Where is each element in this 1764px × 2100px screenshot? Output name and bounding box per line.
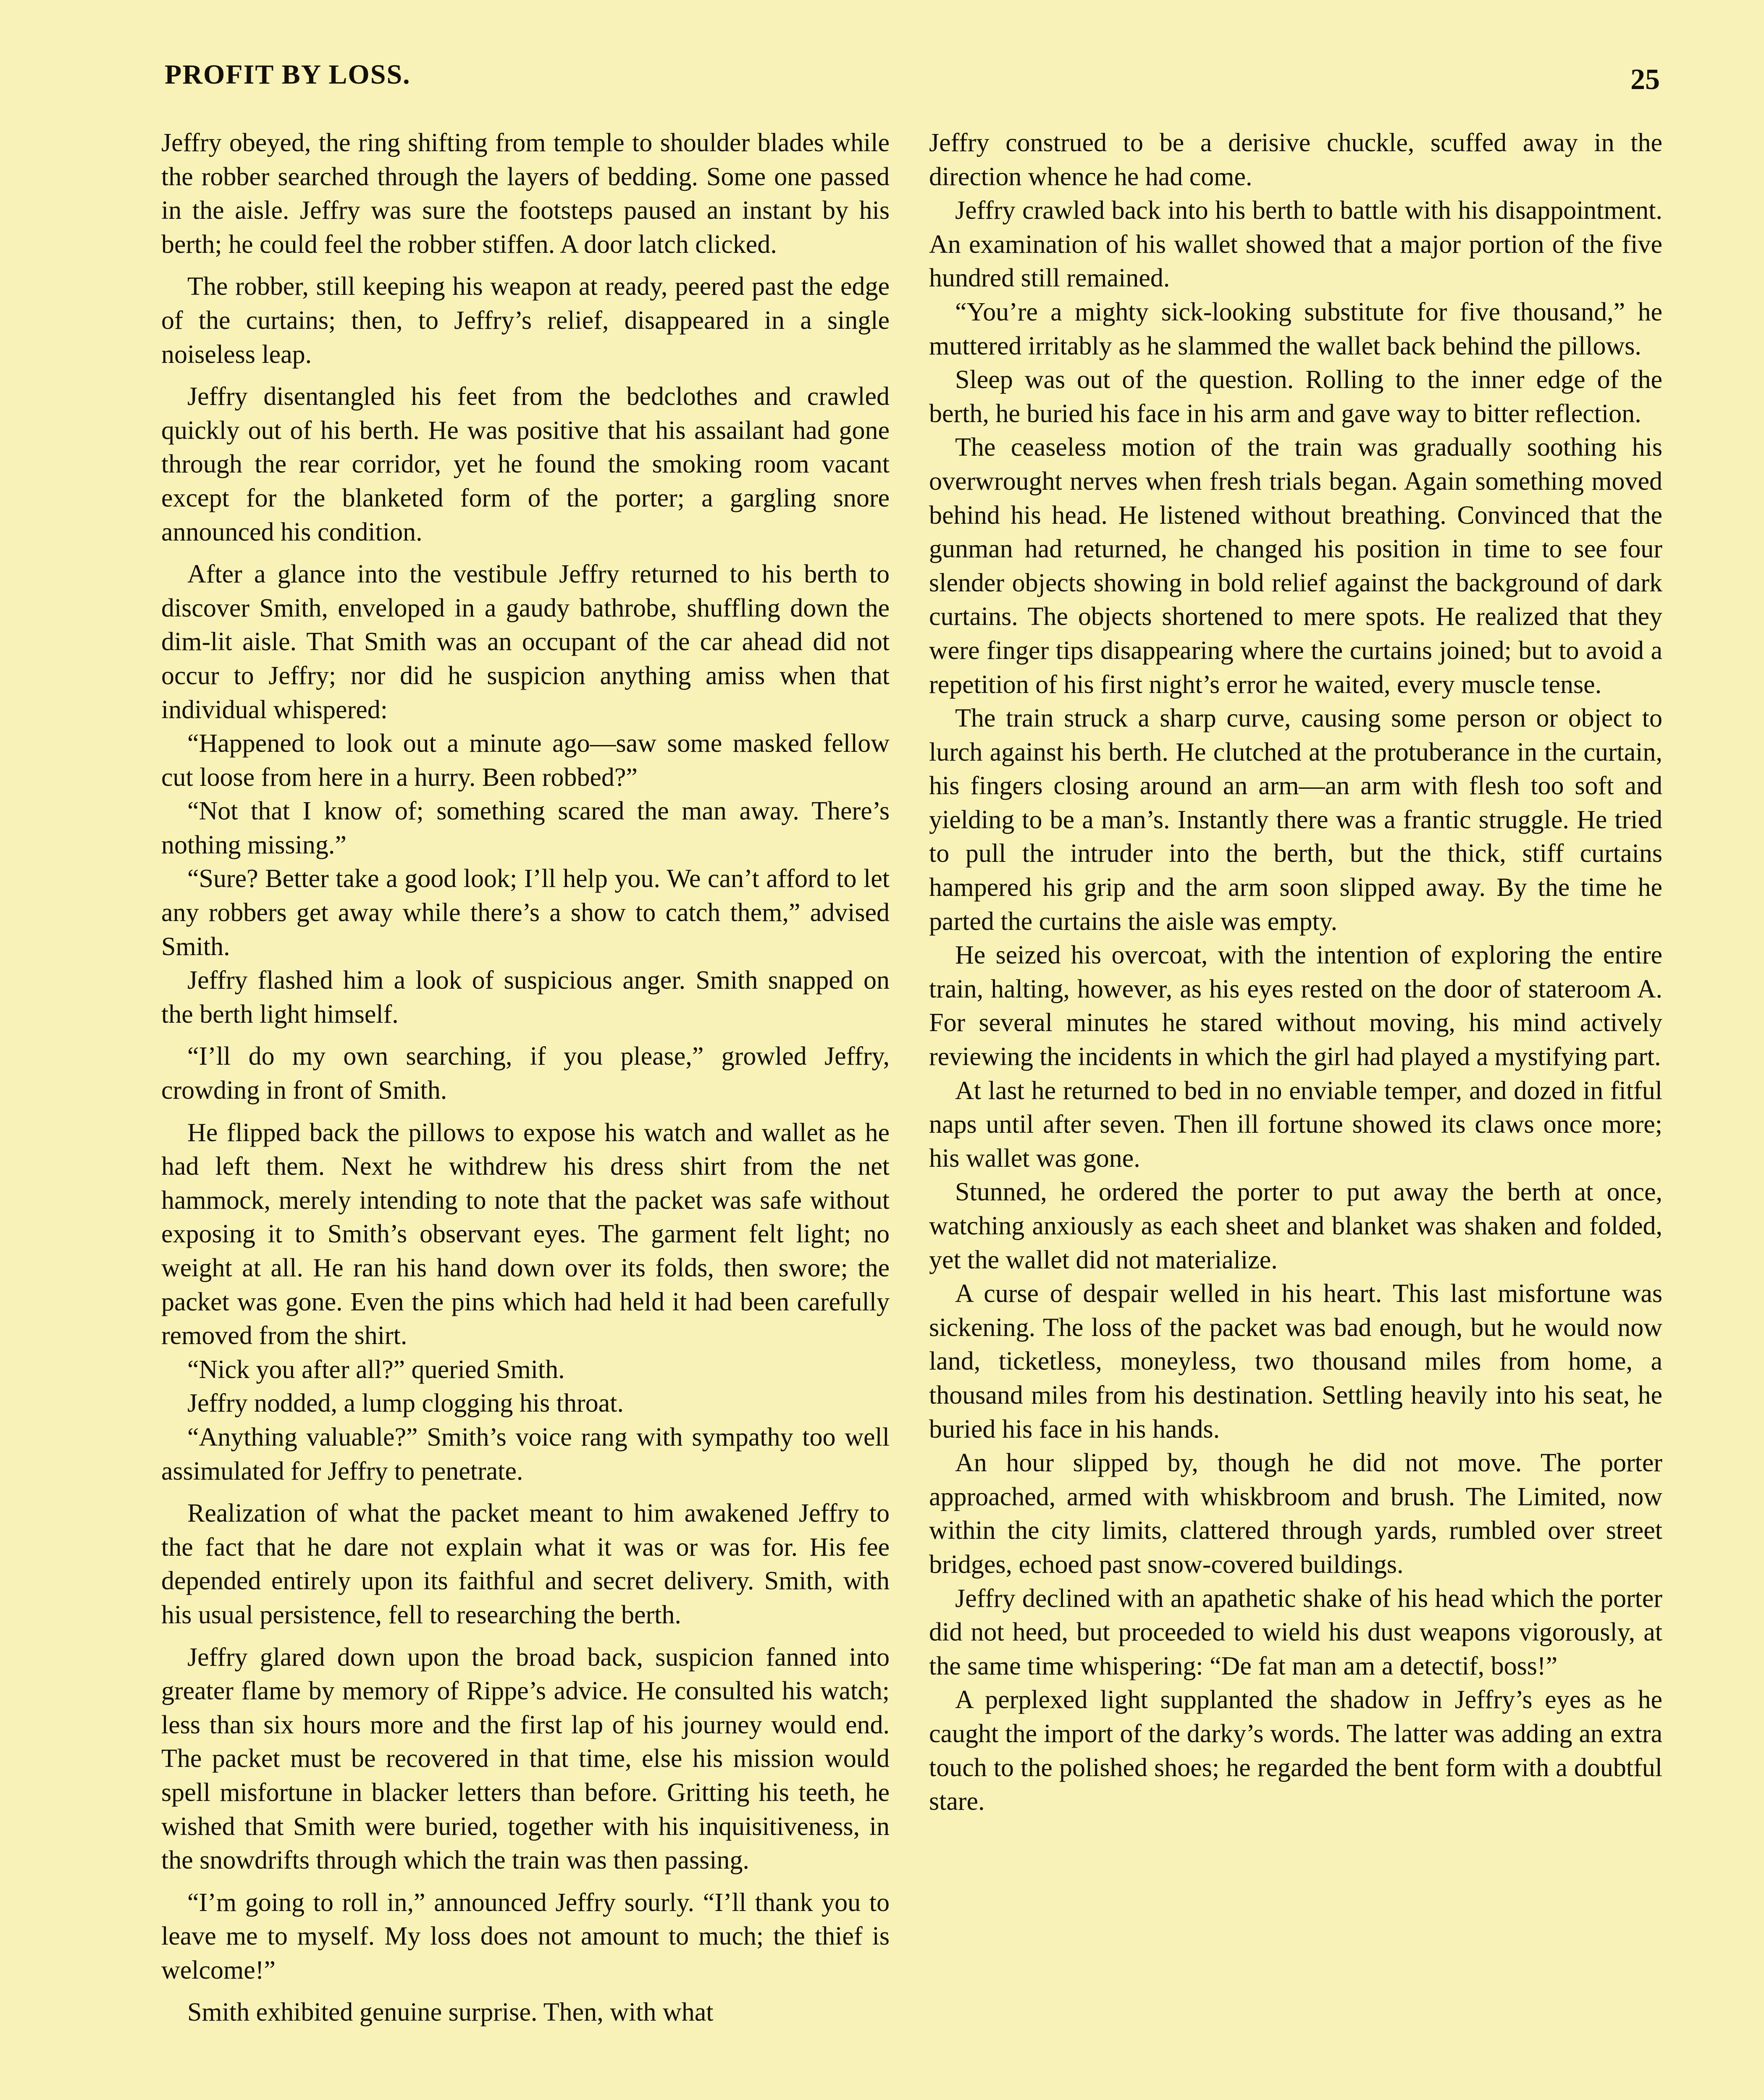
paragraph: A curse of despair welled in his heart. This last misfortune was sickening. The loss of the packet was bad enough, but he would now land, ticketless, moneyless, two thousand miles from home, a thousand miles from his destination. Settling heavily into his seat, he buried his face in his hands. (929, 1279, 1662, 1444)
paragraph: “I’ll do my own searching, if you please,” growled Jeffry, crowding in front of Smith. (161, 1042, 890, 1105)
paragraph: “Sure? Better take a good look; I’ll help you. We can’t afford to let any robbers get away while there’s a show to catch them,” advised Smith. (161, 864, 890, 961)
paragraph: Realization of what the packet meant to him awakened Jeffry to the fact that he dare not explain what it was or was for. His fee depended entirely upon its faithful and secret delivery. Smith, with his usual persistence, fell to researching the berth. (161, 1499, 890, 1629)
paragraph: He seized his overcoat, with the intention of exploring the entire train, halting, however, as his eyes rested on the door of stateroom A. For several minutes he stared without moving, his mind actively reviewing the incidents in which the girl had played a mystifying part. (929, 941, 1662, 1071)
paragraph: Jeffry glared down upon the broad back, suspicion fanned into greater flame by memory of Rippe’s advice. He consulted his watch; less than six hours more and the first lap of his journey would end. The packet must be recovered in that time, else his mission would spell misfortune in blacker letters than before. Gritting his teeth, he wished that Smith were buried, together with his inquisitiveness, in the snowdrifts through which the train was then passing. (161, 1643, 890, 1875)
paragraph: The robber, still keeping his weapon at ready, peered past the edge of the curtains; then, to Jeffry’s relief, disappeared in a single noiseless leap. (161, 272, 890, 369)
paragraph: “I’m going to roll in,” announced Jeffry sourly. “I’ll thank you to leave me to myself. My loss does not amount to much; the thief is welcome!” (161, 1888, 890, 1984)
paragraph: Sleep was out of the question. Rolling to the inner edge of the berth, he buried his face in his arm and gave way to bitter reflection. (929, 365, 1662, 428)
right-column (929, 126, 1662, 2100)
paragraph: He flipped back the pillows to expose his watch and wallet as he had left them. Next he withdrew his dress shirt from the net hammock, merely intending to note that the packet was safe without exposing it to Smith’s observant eyes. The garment felt light; no weight at all. He ran his hand down over its folds, then swore; the packet was gone. Even the pins which had held it had been carefully removed from the shirt. (161, 1118, 890, 1350)
paragraph: After a glance into the vestibule Jeffry returned to his berth to discover Smith, enveloped in a gaudy bathrobe, shuffling down the dim-lit aisle. That Smith was an occupant of the car ahead did not occur to Jeffry; nor did he suspicion anything amiss when that individual whispered: (161, 560, 890, 724)
paragraph: At last he returned to bed in no enviable temper, and dozed in fitful naps until after seven. Then ill fortune showed its claws once more; his wallet was gone. (929, 1076, 1662, 1173)
paragraph: Jeffry nodded, a lump clogging his throat. (187, 1389, 624, 1418)
paragraph: “Happened to look out a minute ago—saw some masked fellow cut loose from here in a hurry. Been robbed?” (161, 729, 890, 792)
page-number: 25 (1630, 63, 1660, 96)
paragraph: “Not that I know of; something scared the man away. There’s nothing missing.” (161, 797, 890, 859)
paragraph: Jeffry obeyed, the ring shifting from temple to shoulder blades while the robber searched through the layers of bedding. Some one passed in the aisle. Jeffry was sure the footsteps paused an instant by his berth; he could feel the robber stiffen. A door latch clicked. (161, 129, 890, 259)
paragraph: The train struck a sharp curve, causing some person or object to lurch against his berth. He clutched at the protuberance in the curtain, his fingers closing around an arm—an arm with flesh too soft and yielding to be a man’s. Instantly there was a frantic struggle. He tried to pull the intruder into the berth, but the thick, stiff curtains hampered his grip and the arm soon slipped away. By the time he parted the curtains the aisle was empty. (929, 704, 1662, 936)
paragraph: The ceaseless motion of the train was gradually soothing his overwrought nerves when fresh trials began. Again something moved behind his head. He listened without breathing. Convinced that the gunman had returned, he changed his position in time to see four slender objects showing in bold relief against the background of dark curtains. The objects shortened to mere spots. He realized that they were finger tips disappearing where the curtains joined; but to avoid a repetition of his first night’s error he waited, every muscle tense. (929, 433, 1662, 699)
paragraph: Smith exhibited genuine surprise. Then, with what (187, 1998, 714, 2027)
paragraph: Jeffry construed to be a derisive chuckle, scuffed away in the direction whence he had come. (929, 129, 1662, 191)
paragraph: Jeffry declined with an apathetic shake of his head which the porter did not heed, but proceeded to wield his dust weapons vigorously, at the same time whispering: “De fat man am a detectif, boss!” (929, 1584, 1662, 1680)
running-head: PROFIT BY LOSS. (165, 59, 411, 90)
paragraph: An hour slipped by, though he did not move. The porter approached, armed with whiskbroom and brush. The Limited, now within the city limits, clattered through yards, rumbled over street bridges, echoed past snow-covered buildings. (929, 1449, 1662, 1579)
left-column (161, 126, 890, 2100)
paragraph: “Anything valuable?” Smith’s voice rang with sympathy too well assimulated for Jeffry to penetrate. (161, 1423, 890, 1486)
paragraph: Jeffry flashed him a look of suspicious anger. Smith snapped on the berth light himself. (161, 966, 890, 1029)
paragraph: Jeffry crawled back into his berth to battle with his disappointment. An examination of his wallet showed that a major portion of the five hundred still remained. (929, 196, 1662, 293)
paragraph: Stunned, he ordered the porter to put away the berth at once, watching anxiously as each sheet and blanket was shaken and folded, yet the wallet did not materialize. (929, 1178, 1662, 1274)
page-header (165, 59, 1660, 109)
paragraph: A perplexed light supplanted the shadow in Jeffry’s eyes as he caught the import of the darky’s words. The latter was adding an extra touch to the polished shoes; he regarded the bent form with a doubtful stare. (929, 1685, 1662, 1816)
paragraph: Jeffry disentangled his feet from the bedclothes and crawled quickly out of his berth. He was positive that his assailant had gone through the rear corridor, yet he found the smoking room vacant except for the blanketed form of the porter; a gargling snore announced his condition. (161, 382, 890, 546)
paragraph: “Nick you after all?” queried Smith. (187, 1355, 565, 1384)
paragraph: “You’re a mighty sick-looking substitute for five thousand,” he muttered irritably as he slammed the wallet back behind the pillows. (929, 297, 1662, 360)
